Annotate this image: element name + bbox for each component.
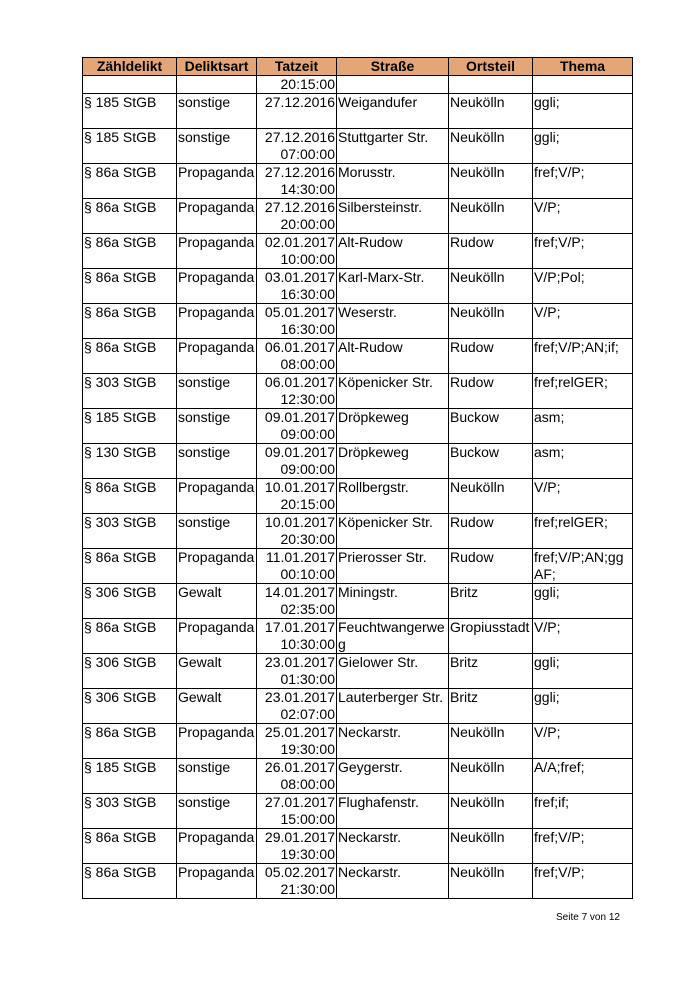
cell-zaehldelikt: § 303 StGB bbox=[83, 794, 177, 829]
cell-zaehldelikt: § 185 StGB bbox=[83, 759, 177, 794]
cell-ortsteil: Rudow bbox=[449, 234, 533, 269]
cell-ortsteil: Rudow bbox=[449, 339, 533, 374]
cell-deliktsart: Propaganda bbox=[177, 304, 257, 339]
header-tatzeit: Tatzeit bbox=[257, 58, 337, 76]
table-row bbox=[83, 549, 633, 584]
tatzeit-time: 20:00:00 bbox=[280, 216, 335, 232]
tatzeit-date: 09.01.2017 bbox=[264, 444, 335, 460]
table-header bbox=[83, 58, 633, 76]
tatzeit-time: 09:00:00 bbox=[280, 461, 335, 477]
cell-thema: ggli; bbox=[533, 94, 633, 129]
table-row bbox=[83, 619, 633, 654]
cell-strasse: Dröpkeweg bbox=[337, 409, 449, 444]
cell-deliktsart: Propaganda bbox=[177, 339, 257, 374]
cell-zaehldelikt: § 130 StGB bbox=[83, 444, 177, 479]
page-number: Seite 7 von 12 bbox=[556, 912, 620, 923]
cell-zaehldelikt: § 86a StGB bbox=[83, 304, 177, 339]
cell-ortsteil: Rudow bbox=[449, 374, 533, 409]
cell-ortsteil: Neukölln bbox=[449, 199, 533, 234]
cell-tatzeit bbox=[257, 759, 337, 794]
cell-thema: fref;V/P;AN;if; bbox=[533, 339, 633, 374]
tatzeit-time: 08:00:00 bbox=[280, 356, 335, 372]
table-row bbox=[83, 94, 633, 129]
cell-tatzeit bbox=[257, 129, 337, 164]
cell-deliktsart: Propaganda bbox=[177, 234, 257, 269]
header-thema: Thema bbox=[533, 58, 633, 76]
cell-strasse: Köpenicker Str. bbox=[337, 374, 449, 409]
cell-strasse: Prierosser Str. bbox=[337, 549, 449, 584]
tatzeit-time: 19:30:00 bbox=[280, 741, 335, 757]
cell-empty bbox=[83, 76, 177, 94]
tatzeit-date: 23.01.2017 bbox=[264, 654, 335, 670]
cell-thema: V/P; bbox=[533, 304, 633, 339]
cell-strasse: Geygerstr. bbox=[337, 759, 449, 794]
tatzeit-date: 14.01.2017 bbox=[264, 584, 335, 600]
tatzeit-time: 19:30:00 bbox=[280, 846, 335, 862]
table-row bbox=[83, 584, 633, 619]
header-deliktsart: Deliktsart bbox=[177, 58, 257, 76]
cell-ortsteil: Neukölln bbox=[449, 724, 533, 759]
tatzeit-time: 02:07:00 bbox=[280, 706, 335, 722]
cell-ortsteil: Rudow bbox=[449, 514, 533, 549]
cell-zaehldelikt: § 306 StGB bbox=[83, 584, 177, 619]
cell-ortsteil: Neukölln bbox=[449, 129, 533, 164]
tatzeit-time: 20:15:00 bbox=[280, 496, 335, 512]
cell-deliktsart: sonstige bbox=[177, 94, 257, 129]
table-row bbox=[83, 269, 633, 304]
cell-ortsteil: Neukölln bbox=[449, 794, 533, 829]
cell-tatzeit: 20:15:00 bbox=[257, 76, 337, 94]
table-row bbox=[83, 479, 633, 514]
tatzeit-time: 12:30:00 bbox=[280, 391, 335, 407]
cell-thema: fref;relGER; bbox=[533, 374, 633, 409]
cell-tatzeit bbox=[257, 654, 337, 689]
cell-thema: fref;if; bbox=[533, 794, 633, 829]
tatzeit-date: 05.01.2017 bbox=[264, 304, 335, 320]
cell-tatzeit bbox=[257, 864, 337, 899]
cell-thema: fref;V/P; bbox=[533, 829, 633, 864]
cell-strasse: Neckarstr. bbox=[337, 829, 449, 864]
cell-deliktsart: Propaganda bbox=[177, 269, 257, 304]
incident-table bbox=[82, 57, 633, 899]
cell-ortsteil: Neukölln bbox=[449, 269, 533, 304]
tatzeit-date: 27.01.2017 bbox=[264, 794, 335, 810]
cell-ortsteil: Buckow bbox=[449, 444, 533, 479]
cell-deliktsart: Propaganda bbox=[177, 199, 257, 234]
cell-tatzeit bbox=[257, 584, 337, 619]
cell-deliktsart: sonstige bbox=[177, 794, 257, 829]
cell-deliktsart: Propaganda bbox=[177, 549, 257, 584]
cell-zaehldelikt: § 86a StGB bbox=[83, 724, 177, 759]
cell-deliktsart: sonstige bbox=[177, 514, 257, 549]
cell-ortsteil: Britz bbox=[449, 689, 533, 724]
cell-deliktsart: sonstige bbox=[177, 374, 257, 409]
table-row bbox=[83, 199, 633, 234]
cell-deliktsart: sonstige bbox=[177, 759, 257, 794]
continuation-row bbox=[83, 76, 633, 94]
cell-thema: fref;V/P;AN;gg AF; bbox=[533, 549, 633, 584]
table-row bbox=[83, 759, 633, 794]
table-row bbox=[83, 234, 633, 269]
cell-zaehldelikt: § 86a StGB bbox=[83, 164, 177, 199]
cell-empty bbox=[177, 76, 257, 94]
tatzeit-time: 20:30:00 bbox=[280, 531, 335, 547]
cell-thema: fref;V/P; bbox=[533, 164, 633, 199]
cell-ortsteil: Neukölln bbox=[449, 304, 533, 339]
table-row bbox=[83, 724, 633, 759]
cell-empty bbox=[533, 76, 633, 94]
cell-thema: V/P;Pol; bbox=[533, 269, 633, 304]
cell-tatzeit bbox=[257, 619, 337, 654]
cell-zaehldelikt: § 86a StGB bbox=[83, 864, 177, 899]
cell-strasse: Flughafenstr. bbox=[337, 794, 449, 829]
cell-strasse: Köpenicker Str. bbox=[337, 514, 449, 549]
cell-strasse: Morusstr. bbox=[337, 164, 449, 199]
tatzeit-date: 27.12.2016 bbox=[264, 129, 335, 145]
tatzeit-date: 10.01.2017 bbox=[264, 514, 335, 530]
cell-zaehldelikt: § 306 StGB bbox=[83, 689, 177, 724]
cell-tatzeit bbox=[257, 689, 337, 724]
cell-deliktsart: Propaganda bbox=[177, 479, 257, 514]
cell-strasse: Gielower Str. bbox=[337, 654, 449, 689]
cell-strasse: Rollbergstr. bbox=[337, 479, 449, 514]
cell-zaehldelikt: § 303 StGB bbox=[83, 514, 177, 549]
cell-zaehldelikt: § 86a StGB bbox=[83, 199, 177, 234]
tatzeit-date: 10.01.2017 bbox=[264, 479, 335, 495]
table-row bbox=[83, 514, 633, 549]
cell-tatzeit bbox=[257, 269, 337, 304]
cell-tatzeit bbox=[257, 479, 337, 514]
cell-ortsteil: Rudow bbox=[449, 549, 533, 584]
cell-empty bbox=[449, 76, 533, 94]
table-row bbox=[83, 829, 633, 864]
cell-strasse: Alt-Rudow bbox=[337, 339, 449, 374]
cell-zaehldelikt: § 86a StGB bbox=[83, 619, 177, 654]
tatzeit-date: 09.01.2017 bbox=[264, 409, 335, 425]
cell-tatzeit bbox=[257, 409, 337, 444]
cell-strasse: Neckarstr. bbox=[337, 864, 449, 899]
cell-deliktsart: Propaganda bbox=[177, 619, 257, 654]
tatzeit-time: 08:00:00 bbox=[280, 776, 335, 792]
cell-thema: ggli; bbox=[533, 689, 633, 724]
cell-tatzeit bbox=[257, 374, 337, 409]
tatzeit-date: 25.01.2017 bbox=[264, 724, 335, 740]
cell-tatzeit bbox=[257, 199, 337, 234]
cell-zaehldelikt: § 86a StGB bbox=[83, 829, 177, 864]
tatzeit-date: 27.12.2016 bbox=[264, 199, 335, 215]
cell-deliktsart: Gewalt bbox=[177, 689, 257, 724]
table-row bbox=[83, 689, 633, 724]
tatzeit-date: 05.02.2017 bbox=[264, 864, 335, 880]
cell-zaehldelikt: § 86a StGB bbox=[83, 339, 177, 374]
table-row bbox=[83, 444, 633, 479]
cell-thema: V/P; bbox=[533, 479, 633, 514]
tatzeit-date: 02.01.2017 bbox=[264, 234, 335, 250]
cell-thema: fref;relGER; bbox=[533, 514, 633, 549]
tatzeit-date: 06.01.2017 bbox=[264, 339, 335, 355]
cell-deliktsart: Propaganda bbox=[177, 724, 257, 759]
table-row bbox=[83, 864, 633, 899]
table-row bbox=[83, 374, 633, 409]
cell-deliktsart: Propaganda bbox=[177, 164, 257, 199]
cell-strasse: Lauterberger Str. bbox=[337, 689, 449, 724]
table-row bbox=[83, 654, 633, 689]
cell-deliktsart: sonstige bbox=[177, 129, 257, 164]
table-row bbox=[83, 164, 633, 199]
tatzeit-date: 03.01.2017 bbox=[264, 269, 335, 285]
cell-ortsteil: Neukölln bbox=[449, 829, 533, 864]
cell-thema: V/P; bbox=[533, 724, 633, 759]
cell-zaehldelikt: § 185 StGB bbox=[83, 409, 177, 444]
tatzeit-time: 02:35:00 bbox=[280, 601, 335, 617]
header-zaehldelikt: Zähldelikt bbox=[83, 58, 177, 76]
cell-zaehldelikt: § 86a StGB bbox=[83, 549, 177, 584]
header-strasse: Straße bbox=[337, 58, 449, 76]
tatzeit-time: 21:30:00 bbox=[280, 881, 335, 897]
cell-empty bbox=[337, 76, 449, 94]
cell-strasse: Miningstr. bbox=[337, 584, 449, 619]
table-row bbox=[83, 339, 633, 374]
tatzeit-time: 15:00:00 bbox=[280, 811, 335, 827]
cell-zaehldelikt: § 185 StGB bbox=[83, 94, 177, 129]
cell-tatzeit bbox=[257, 829, 337, 864]
cell-ortsteil: Neukölln bbox=[449, 164, 533, 199]
cell-ortsteil: Neukölln bbox=[449, 94, 533, 129]
tatzeit-time: 10:00:00 bbox=[280, 251, 335, 267]
tatzeit-time: 14:30:00 bbox=[280, 181, 335, 197]
tatzeit-time: 07:00:00 bbox=[280, 146, 335, 162]
tatzeit-date: 17.01.2017 bbox=[264, 619, 335, 635]
cell-thema: ggli; bbox=[533, 129, 633, 164]
cell-strasse: Weserstr. bbox=[337, 304, 449, 339]
cell-deliktsart: Gewalt bbox=[177, 584, 257, 619]
cell-tatzeit bbox=[257, 444, 337, 479]
tatzeit-time: 16:30:00 bbox=[280, 286, 335, 302]
cell-ortsteil: Gropiusstadt bbox=[449, 619, 533, 654]
cell-zaehldelikt: § 303 StGB bbox=[83, 374, 177, 409]
cell-strasse: Weigandufer bbox=[337, 94, 449, 129]
cell-zaehldelikt: § 185 StGB bbox=[83, 129, 177, 164]
table-row bbox=[83, 409, 633, 444]
cell-tatzeit bbox=[257, 514, 337, 549]
tatzeit-time: 09:00:00 bbox=[280, 426, 335, 442]
table-row bbox=[83, 794, 633, 829]
tatzeit-date: 27.12.2016 bbox=[264, 164, 335, 180]
cell-ortsteil: Britz bbox=[449, 584, 533, 619]
cell-tatzeit bbox=[257, 794, 337, 829]
cell-thema: asm; bbox=[533, 409, 633, 444]
cell-strasse: Stuttgarter Str. bbox=[337, 129, 449, 164]
tatzeit-date: 27.12.2016 bbox=[264, 94, 335, 110]
cell-thema: V/P; bbox=[533, 619, 633, 654]
cell-ortsteil: Neukölln bbox=[449, 864, 533, 899]
cell-thema: V/P; bbox=[533, 199, 633, 234]
tatzeit-time: 00:10:00 bbox=[280, 566, 335, 582]
cell-ortsteil: Neukölln bbox=[449, 759, 533, 794]
header-row bbox=[83, 58, 633, 76]
cell-ortsteil: Buckow bbox=[449, 409, 533, 444]
tatzeit-date: 26.01.2017 bbox=[264, 759, 335, 775]
tatzeit-time: 10:30:00 bbox=[280, 636, 335, 652]
cell-zaehldelikt: § 86a StGB bbox=[83, 269, 177, 304]
cell-strasse: Karl-Marx-Str. bbox=[337, 269, 449, 304]
cell-tatzeit bbox=[257, 304, 337, 339]
tatzeit-date: 29.01.2017 bbox=[264, 829, 335, 845]
tatzeit-time: 16:30:00 bbox=[280, 321, 335, 337]
cell-thema: ggli; bbox=[533, 584, 633, 619]
tatzeit-date: 11.01.2017 bbox=[265, 549, 335, 565]
tatzeit-date: 23.01.2017 bbox=[264, 689, 335, 705]
cell-strasse: Silbersteinstr. bbox=[337, 199, 449, 234]
cell-strasse: Alt-Rudow bbox=[337, 234, 449, 269]
cell-ortsteil: Britz bbox=[449, 654, 533, 689]
cell-deliktsart: Propaganda bbox=[177, 829, 257, 864]
cell-deliktsart: sonstige bbox=[177, 444, 257, 479]
cell-thema: fref;V/P; bbox=[533, 234, 633, 269]
cell-thema: asm; bbox=[533, 444, 633, 479]
cell-tatzeit bbox=[257, 549, 337, 584]
cell-deliktsart: Gewalt bbox=[177, 654, 257, 689]
cell-zaehldelikt: § 306 StGB bbox=[83, 654, 177, 689]
cell-thema: A/A;fref; bbox=[533, 759, 633, 794]
cell-tatzeit bbox=[257, 724, 337, 759]
cell-strasse: Feuchtwangerwe g bbox=[337, 619, 449, 654]
tatzeit-time: 01:30:00 bbox=[280, 671, 335, 687]
table-body bbox=[83, 76, 633, 899]
cell-strasse: Neckarstr. bbox=[337, 724, 449, 759]
table-row bbox=[83, 129, 633, 164]
cell-zaehldelikt: § 86a StGB bbox=[83, 234, 177, 269]
header-ortsteil: Ortsteil bbox=[449, 58, 533, 76]
cell-tatzeit bbox=[257, 234, 337, 269]
cell-strasse: Dröpkeweg bbox=[337, 444, 449, 479]
tatzeit-date: 06.01.2017 bbox=[264, 374, 335, 390]
cell-tatzeit bbox=[257, 94, 337, 129]
cell-thema: ggli; bbox=[533, 654, 633, 689]
cell-deliktsart: sonstige bbox=[177, 409, 257, 444]
table-row bbox=[83, 304, 633, 339]
cell-zaehldelikt: § 86a StGB bbox=[83, 479, 177, 514]
cell-tatzeit bbox=[257, 164, 337, 199]
cell-thema: fref;V/P; bbox=[533, 864, 633, 899]
cell-deliktsart: Propaganda bbox=[177, 864, 257, 899]
cell-ortsteil: Neukölln bbox=[449, 479, 533, 514]
cell-tatzeit bbox=[257, 339, 337, 374]
